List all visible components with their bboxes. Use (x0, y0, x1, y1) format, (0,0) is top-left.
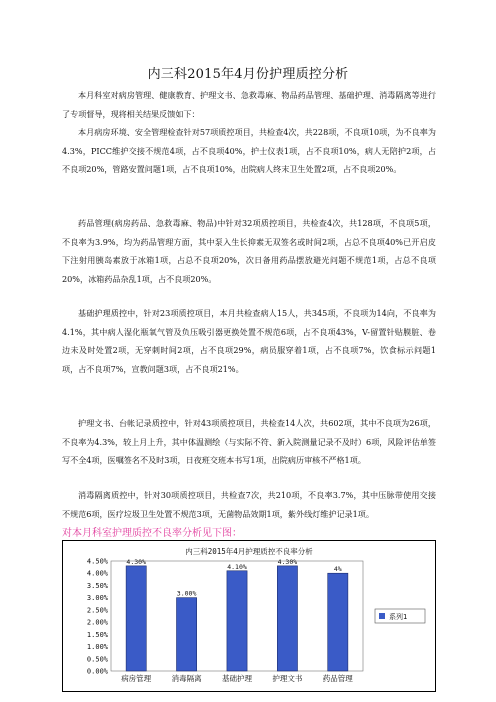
chart-caption: 对本月科室护理质控不良率分析见下图： (62, 528, 242, 539)
x-tick-label: 病房管理 (121, 674, 152, 683)
legend-label: 系列1 (389, 613, 408, 621)
data-label: 4% (333, 565, 342, 574)
bar (277, 566, 297, 671)
legend-swatch (379, 613, 385, 619)
x-tick-label: 护理文书 (272, 674, 303, 683)
x-tick-label: 药品管理 (322, 674, 353, 683)
y-tick-label: 0.00% (86, 667, 108, 676)
x-tick-label: 基础护理 (222, 674, 252, 683)
y-tick-label: 1.00% (86, 643, 108, 652)
paragraph-drug-management: 药品管理(病房药品、急救毒麻、物品)中针对32项质控项目，共检查4次，共128项，不良项5项，不良率为3.9%，均为药品管理方面，其中泵入生长抑素无双签名或时间2项，占总不良项40%已开启皮下注射用胰岛素放于冰箱1项，占总不良项20%，次日备用药品摆放避光问题不规范1项，占总不良项20%，冰箱药品杂乱1项，占不良项20%。 (62, 218, 436, 284)
y-tick-label: 3.00% (86, 594, 108, 603)
legend (375, 609, 425, 623)
bar-chart-svg (63, 541, 435, 691)
data-label: 4.30% (277, 557, 298, 566)
paragraph-basic-nursing: 基础护理质控中，针对23项质控项目，本月共检查病人15人，共345项，不良项为14向，不良率为4.1%，其中病人湿化瓶氧气管及负压吸引器更换处置不规范6项，占不良项43%，V-留置针贴膜脏、卷边未及时处置2项，无穿刺时间2项，占不良项29%，病员服穿着1项，占不良项7%，饮食标示问题1项，占不良项7%，宣教问题3项，占不良项21%。 (62, 308, 436, 374)
y-tick-label: 2.00% (86, 618, 108, 627)
y-tick-label: 4.00% (86, 569, 108, 578)
bars (126, 566, 348, 671)
bar (328, 573, 348, 671)
paragraph-disinfection: 消毒隔离质控中，针对30项质控项目，共检查7次，共210项，不良率3.7%，其中压脉带使用交接不规范6项，医疗垃圾卫生处置不规范3项，无菌物品效期1项，紫外线灯维护记录1项。 (62, 490, 436, 519)
chart-title: 内三科2015年4月护理质控不良率分析 (185, 547, 313, 556)
y-tick-label: 2.50% (86, 606, 108, 615)
y-tick-label: 1.50% (86, 630, 108, 639)
y-tick-label: 3.50% (86, 581, 108, 590)
y-axis-ticks (87, 558, 109, 676)
x-axis-labels (121, 673, 353, 683)
y-tick-label: 0.50% (86, 655, 108, 664)
data-label: 3.00% (176, 589, 197, 598)
paragraph-ward-safety: 本月病房环境、安全管理检查针对57项质控项目，共检查4次，共228项，不良项10项，为不良率为4.3%，PICC维护交接不规范4项，占不良项40%，护士仪表1项，占不良项10%，病人无陪护2项，占不良项20%，管路安置问题1项，占不良项10%，出院病人终末卫生处置2项，占不良项20%。 (62, 127, 436, 174)
bar (126, 566, 146, 671)
bar (227, 571, 247, 671)
document-title: 内三科2015年4月份护理质控分析 (147, 67, 349, 82)
bar (177, 598, 197, 671)
data-label: 4.30% (126, 557, 146, 566)
data-label: 4.10% (227, 562, 247, 571)
x-tick-label: 消毒隔离 (171, 674, 202, 683)
paragraph-intro: 本月科室对病房管理、健康教育、护理文书、急救毒麻、物品药品管理、基础护理、消毒隔离等进行了专项督导，现将相关结果反馈如下： (62, 90, 436, 119)
paragraph-nursing-documents: 护理文书、台帐记录质控中，针对43项质控项目，共检查14人次，共602项，其中不良项为26项，不良率为4.3%，较上月上升，其中体温测绘（与实际不符、新入院测量记录不及时）6项，风险评估单签写不全4项，医嘱签名不及时3项，日夜班交班本书写1项，出院病历审核不严格1项。 (62, 418, 436, 465)
y-tick-label: 4.50% (86, 557, 108, 566)
bar-chart (62, 540, 436, 692)
